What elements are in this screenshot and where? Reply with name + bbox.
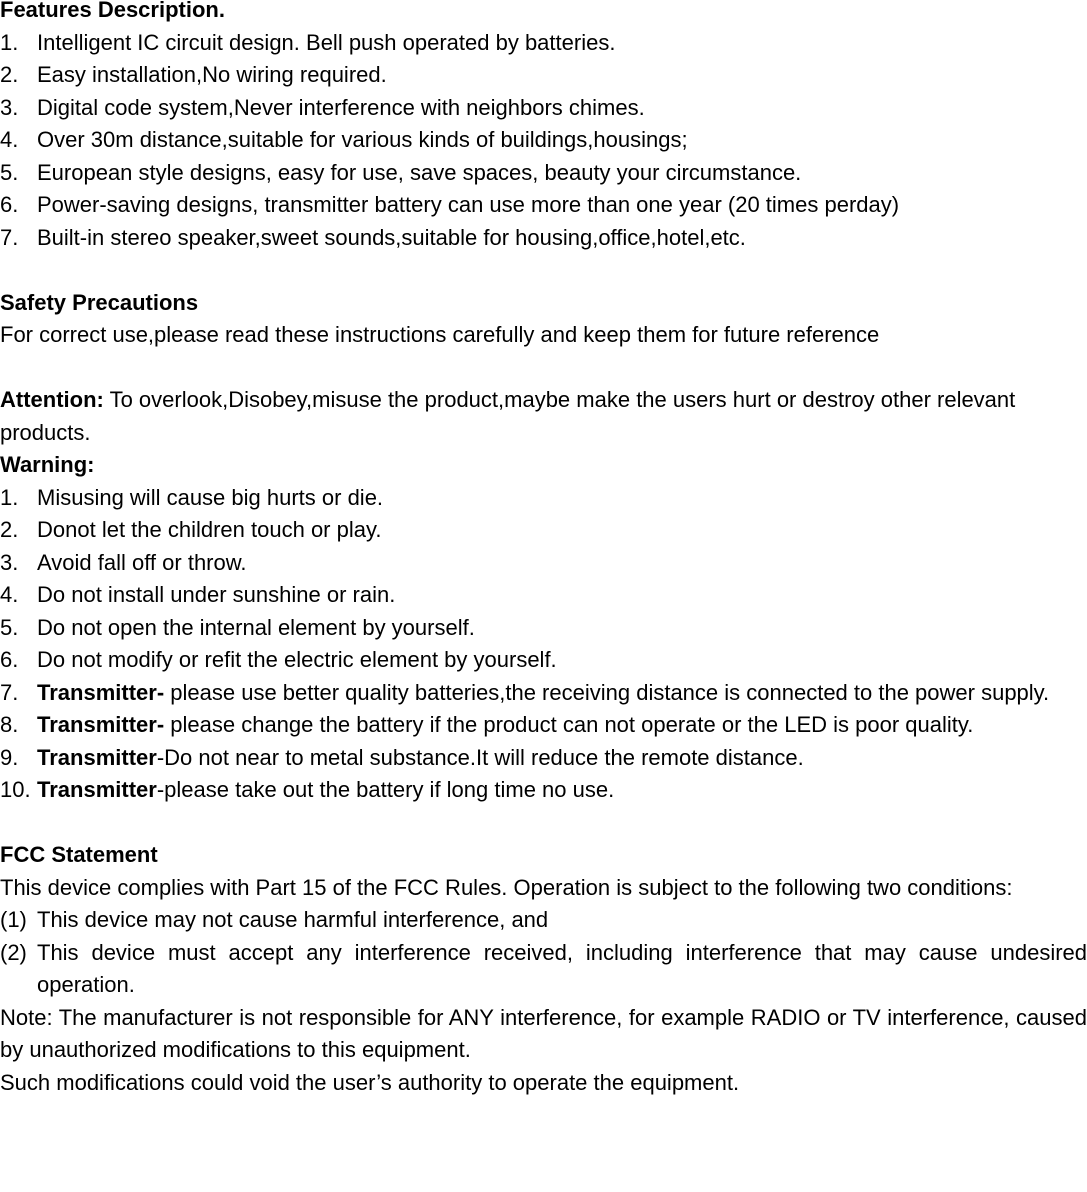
attention-text: To overlook,Disobey,misuse the product,maybe make the users hurt or destroy other relevant products.	[0, 387, 1016, 445]
item-text	[37, 709, 1087, 742]
item-text: Donot let the children touch or play.	[37, 517, 382, 542]
list-item	[0, 59, 1087, 92]
item-number: 7.	[0, 224, 19, 250]
item-text: Over 30m distance,suitable for various kinds of buildings,housings;	[37, 127, 688, 152]
list-item	[0, 644, 1087, 677]
list-item	[0, 92, 1087, 125]
item-number: 10.	[0, 777, 31, 802]
item-number: 6.	[0, 647, 19, 672]
list-item	[0, 27, 1087, 60]
item-text: Misusing will cause big hurts or die.	[37, 484, 384, 510]
item-text: Do not install under sunshine or rain.	[37, 582, 396, 607]
fcc-final: Such modifications could void the user’s authority to operate the equipment.	[0, 1069, 740, 1095]
fcc-note: Note: The manufacturer is not responsible for ANY interference, for example RADIO or TV interference, caused by unauthorized modifications to this equipment.	[0, 1004, 1087, 1062]
item-text: Digital code system,Never interference with neighbors chimes.	[37, 94, 645, 120]
item-number: 6.	[0, 192, 19, 217]
item-text: Built-in stereo speaker,sweet sounds,suitable for housing,office,hotel,etc.	[37, 224, 746, 250]
item-text: European style designs, easy for use, save spaces, beauty your circumstance.	[37, 159, 802, 185]
list-item	[0, 547, 1087, 580]
item-number: (2)	[0, 939, 27, 965]
attention-label: Attention:	[0, 387, 104, 412]
item-text: Do not open the internal element by yourself.	[37, 614, 475, 640]
item-number: 7.	[0, 679, 19, 705]
item-number: 3.	[0, 549, 19, 575]
transmitter-text: please change the battery if the product can not operate or the LED is poor quality.	[164, 712, 974, 737]
spacer	[0, 352, 1087, 385]
safety-intro: For correct use,please read these instructions carefully and keep them for future reference	[0, 322, 880, 347]
list-item	[0, 742, 1087, 775]
warnings-list	[0, 482, 1087, 807]
item-number: (1)	[0, 907, 27, 932]
list-item	[0, 514, 1087, 547]
list-item	[0, 904, 1087, 937]
item-number: 1.	[0, 484, 19, 510]
transmitter-text: -Do not near to metal substance.It will reduce the remote distance.	[156, 744, 804, 770]
list-item	[0, 222, 1087, 255]
item-text: This device may not cause harmful interference, and	[37, 907, 549, 932]
features-list	[0, 27, 1087, 255]
item-number: 2.	[0, 517, 19, 542]
fcc-conditions-list	[0, 904, 1087, 1002]
fcc-intro: This device complies with Part 15 of the FCC Rules. Operation is subject to the following two conditions:	[0, 874, 1013, 900]
item-number: 5.	[0, 614, 19, 640]
spacer	[0, 807, 1087, 840]
features-heading: Features Description.	[0, 0, 225, 22]
transmitter-label: Transmitter	[37, 744, 157, 770]
list-item	[0, 189, 1087, 222]
item-text	[37, 677, 1087, 710]
list-item	[0, 579, 1087, 612]
transmitter-label: Transmitter	[37, 777, 157, 802]
item-number: 1.	[0, 29, 19, 55]
item-text: Power-saving designs, transmitter battery can use more than one year (20 times perday)	[37, 192, 900, 217]
list-item	[0, 124, 1087, 157]
transmitter-label: Transmitter-	[37, 712, 165, 737]
item-number: 3.	[0, 94, 19, 120]
spacer	[0, 254, 1087, 287]
item-number: 9.	[0, 744, 19, 770]
item-text: This device must accept any interference received, including interference that may cause undesired operation.	[37, 939, 1087, 997]
transmitter-text: please use better quality batteries,the receiving distance is connected to the power supply.	[164, 679, 1050, 705]
item-number: 5.	[0, 159, 19, 185]
list-item	[0, 157, 1087, 190]
item-number: 4.	[0, 582, 19, 607]
item-text: Do not modify or refit the electric element by yourself.	[37, 647, 557, 672]
item-text: Easy installation,No wiring required.	[37, 62, 387, 87]
list-item	[0, 709, 1087, 742]
list-item	[0, 482, 1087, 515]
list-item	[0, 612, 1087, 645]
list-item	[0, 774, 1087, 807]
item-text: Intelligent IC circuit design. Bell push operated by batteries.	[37, 29, 616, 55]
fcc-heading: FCC Statement	[0, 842, 158, 867]
list-item	[0, 937, 1087, 1002]
item-text	[37, 774, 1087, 807]
transmitter-label: Transmitter-	[37, 679, 165, 705]
item-text	[37, 742, 1087, 775]
transmitter-text: -please take out the battery if long time no use.	[156, 777, 615, 802]
safety-heading: Safety Precautions	[0, 289, 199, 315]
list-item	[0, 677, 1087, 710]
item-text: Avoid fall off or throw.	[37, 549, 247, 575]
item-number: 8.	[0, 712, 19, 737]
attention-paragraph	[0, 384, 1087, 449]
item-number: 4.	[0, 127, 19, 152]
item-number: 2.	[0, 62, 19, 87]
warning-heading: Warning:	[0, 452, 95, 477]
